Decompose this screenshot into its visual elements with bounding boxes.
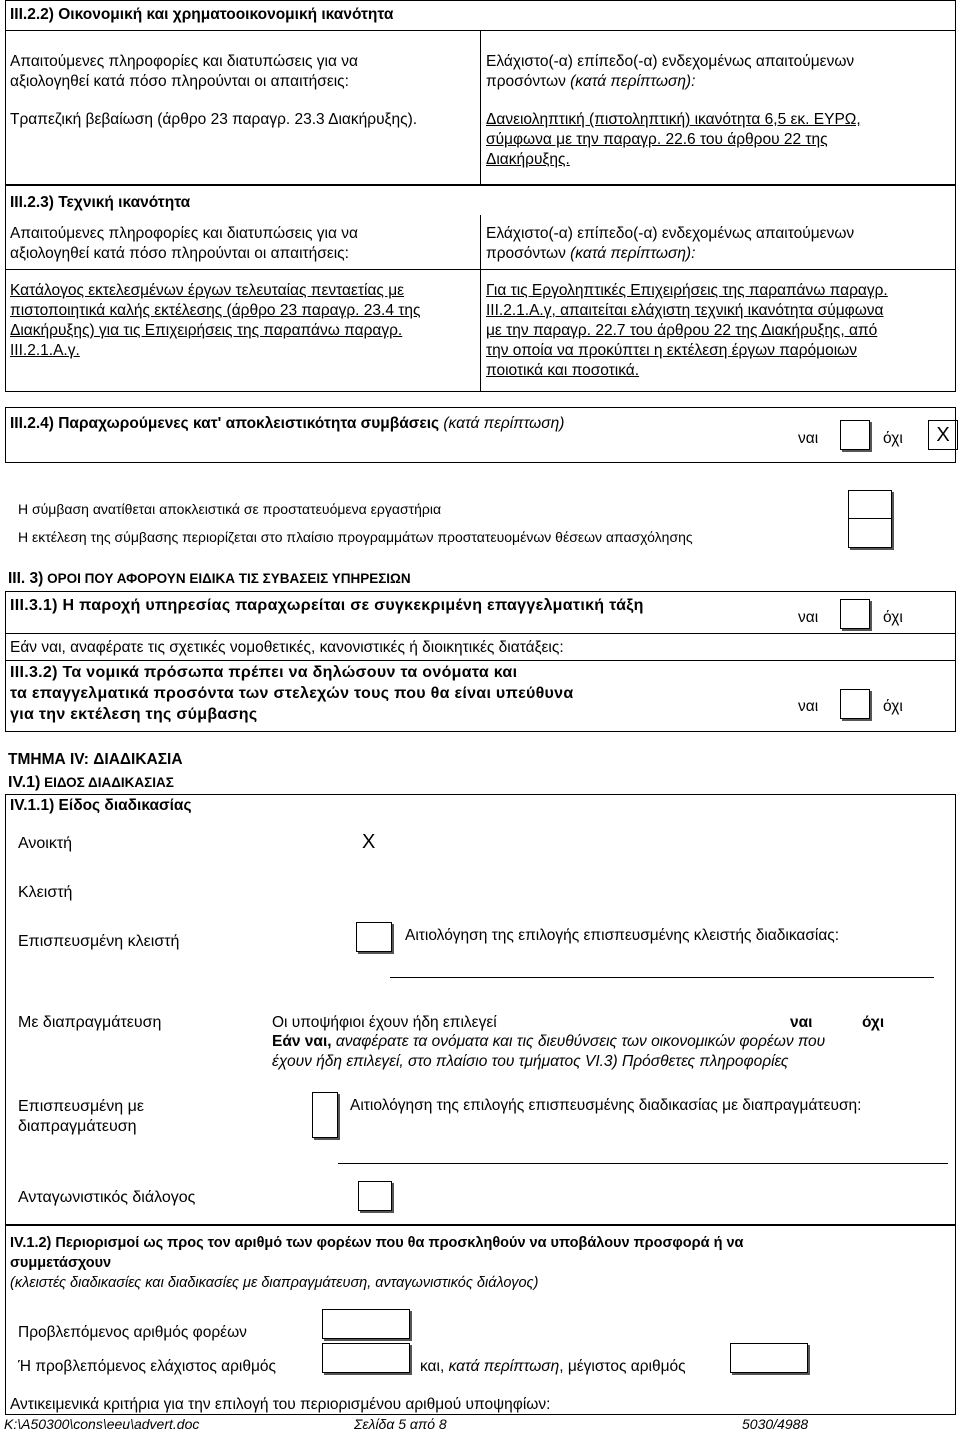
limits-subheading: (κλειστές διαδικασίες και διαδικασίες με διαπραγμάτευση, ανταγωνιστικός διάλογος) [10, 1275, 539, 1291]
s323-minimum-label-2: προσόντων (κατά περίπτωση): [486, 245, 696, 262]
s324-no-label: όχι [883, 430, 903, 447]
section-323-column-divider [480, 215, 481, 392]
competitive-dialogue-checkbox[interactable] [358, 1181, 392, 1211]
s332-yes-label: ναι [798, 698, 819, 715]
accelerated-negotiated-reason-line[interactable] [338, 1163, 948, 1164]
limits-heading-2: συμμετάσχουν [10, 1255, 112, 1271]
candidates-selected-label: Οι υποψήφιοι έχουν ήδη επιλεγεί [272, 1014, 497, 1031]
accelerated-restricted-checkbox[interactable] [356, 922, 392, 952]
minimum-number-label: Ή προβλεπόμενος ελάχιστος αριθμός [18, 1358, 276, 1375]
section-33-heading: III. 3) ΟΡΟΙ ΠΟΥ ΑΦΟΡΟΥΝ ΕΙΔΙΚΑ ΤΙΣ ΣΥΒΑΣΕΙΣ ΥΠΗΡΕΣΙΩΝ [8, 570, 411, 587]
s331-question: III.3.1) Η παροχή υπηρεσίας παραχωρείται σε συγκεκριμένη επαγγελματική τάξη [10, 597, 644, 614]
s324-protected-employment-checkbox[interactable] [848, 518, 892, 548]
s323-works-list-3: Διακήρυξης) για τις Επιχειρήσεις της παραπάνω παραγρ. [10, 322, 403, 339]
objective-criteria-label: Αντικειμενικά κριτήρια για την επιλογή του περιορισμένου αριθμού υποψηφίων: [10, 1396, 551, 1413]
s323-technical-capacity-1: Για τις Εργοληπτικές Επιχειρήσεις της παραπάνω παραγρ. [486, 282, 888, 299]
accelerated-negotiated-checkbox[interactable] [312, 1092, 338, 1138]
s324-yes-label: ναι [798, 430, 819, 447]
planned-number-label: Προβλεπόμενος αριθμός φορέων [18, 1324, 247, 1341]
s323-works-list-1: Κατάλογος εκτελεσμένων έργων τελευταίας πενταετίας με [10, 282, 405, 299]
procedure-type-frame [5, 794, 956, 1225]
s322-requirements-label-1: Απαιτούμενες πληροφορίες και διατυπώσεις για να [10, 53, 358, 70]
s322-minimum-label-2: προσόντων (κατά περίπτωση): [486, 73, 696, 90]
negotiated-procedure-label: Με διαπραγμάτευση [18, 1014, 162, 1031]
accelerated-restricted-reason-line[interactable] [390, 977, 934, 978]
footer-file-path: K:\A50300\cons\eeu\advert.doc [4, 1416, 200, 1432]
s323-requirements-label-1: Απαιτούμενες πληροφορίες και διατυπώσεις για να [10, 225, 358, 242]
open-procedure-label: Ανοικτή [18, 835, 73, 852]
restricted-procedure-label: Κλειστή [18, 884, 73, 901]
footer-reference-code: 5030/4988 [742, 1416, 809, 1432]
s323-right-divider [480, 269, 956, 270]
s324-protected-workshops: Η σύμβαση ανατίθεται αποκλειστικά σε προστατευόμενα εργαστήρια [18, 501, 442, 517]
s323-works-list-2: πιστοποιητικά καλής εκτέλεσης (άρθρο 23 παραγρ. 23.4 της [10, 302, 421, 319]
footer-page-number: Σελίδα 5 από 8 [354, 1416, 447, 1432]
accelerated-restricted-reason-label: Αιτιολόγηση της επιλογής επισπευσμένης κλειστής διαδικασίας: [405, 927, 840, 944]
s322-bank-certificate: Τραπεζική βεβαίωση (άρθρο 23 παραγρ. 23.3 Διακήρυξης). [10, 111, 418, 128]
s331-no-label: όχι [883, 609, 903, 626]
candidates-selected-instruction-1: Εάν ναι, αναφέρατε τα ονόματα και τις διευθύνσεις των οικονομικών φορέων που [272, 1033, 826, 1050]
s323-minimum-label-1: Ελάχιστο(-α) επίπεδο(-α) ενδεχομένως απαιτούμενων [486, 225, 855, 242]
procedure-type-heading: IV.1.1) Είδος διαδικασίας [10, 797, 192, 814]
candidates-selected-instruction-2: έχουν ήδη επιλεγεί, στο πλαίσιο του τμήματος VI.3) Πρόσθετες πληροφορίες [272, 1053, 789, 1070]
s331-followup: Εάν ναι, αναφέρατε τις σχετικές νομοθετικές, κανονιστικές ή διοικητικές διατάξεις: [10, 639, 564, 656]
section-324-heading: III.2.4) Παραχωρούμενες κατ' αποκλειστικότητα συμβάσεις (κατά περίπτωση) [10, 415, 565, 432]
limits-heading-1: IV.1.2) Περιορισμοί ως προς τον αριθμό των φορέων που θα προσκληθούν να υποβάλουν προσφορά ή να [10, 1235, 744, 1251]
minimum-number-field[interactable] [322, 1343, 410, 1373]
s331-divider [5, 633, 956, 634]
candidates-selected-yes[interactable]: ναι [790, 1014, 813, 1031]
accelerated-negotiated-label-2: διαπραγμάτευση [18, 1118, 137, 1135]
s323-technical-capacity-4: την οποία να προκύπτει η εκτέλεση έργων παρόμοιων [486, 342, 857, 359]
s322-credit-capacity-1: Δανειοληπτική (πιστοληπτική) ικανότητα 6,5 εκ. ΕΥΡΩ, [486, 111, 861, 128]
s332-question-3: για την εκτέλεση της σύμβασης [10, 706, 258, 723]
section-323-heading: III.2.3) Τεχνική ικανότητα [10, 194, 191, 211]
s332-divider [5, 660, 956, 661]
s332-yes-checkbox[interactable] [840, 689, 870, 719]
accelerated-negotiated-label-1: Επισπευσμένη με [18, 1098, 144, 1115]
s324-protected-employment: Η εκτέλεση της σύμβασης περιορίζεται στο πλαίσιο προγραμμάτων προστατευομένων θέσεων απασχόλησης [18, 529, 693, 545]
s322-credit-capacity-3: Διακήρυξης. [486, 151, 570, 168]
s324-yes-checkbox[interactable] [840, 420, 870, 450]
s323-requirements-label-2: αξιολογηθεί κατά πόσο πληρούνται οι απαιτήσεις: [10, 245, 349, 262]
competitive-dialogue-label: Ανταγωνιστικός διάλογος [18, 1189, 196, 1206]
s323-left-divider [5, 269, 480, 270]
s323-technical-capacity-5: ποιοτικά και ποσοτικά. [486, 362, 640, 379]
planned-number-field[interactable] [322, 1309, 410, 1339]
section-iv1-heading: IV.1) ΕΙΔΟΣ ΔΙΑΔΙΚΑΣΙΑΣ [8, 774, 174, 791]
s332-no-label: όχι [883, 698, 903, 715]
maximum-number-field[interactable] [730, 1343, 808, 1373]
s323-works-list-4: III.2.1.Α.γ. [10, 342, 80, 359]
s322-credit-capacity-2: σύμφωνα με την παραγρ. 22.6 του άρθρου 22 της [486, 131, 828, 148]
s332-question-1: III.3.2) Τα νομικά πρόσωπα πρέπει να δηλώσουν τα ονόματα και [10, 664, 518, 681]
section-322-heading: III.2.2) Οικονομική και χρηματοοικονομική ικανότητα [10, 6, 394, 23]
open-procedure-checkbox[interactable]: X [362, 831, 376, 853]
s331-yes-checkbox[interactable] [840, 599, 870, 629]
candidates-selected-no[interactable]: όχι [862, 1014, 885, 1031]
s322-requirements-label-2: αξιολογηθεί κατά πόσο πληρούνται οι απαιτήσεις: [10, 73, 349, 90]
section-iv-title: ΤΜΗΜΑ IV: ΔΙΑΔΙΚΑΣΙΑ [8, 751, 183, 768]
accelerated-restricted-label: Επισπευσμένη κλειστή [18, 933, 180, 950]
s324-protected-workshops-checkbox[interactable] [848, 490, 892, 520]
limits-frame [5, 1225, 956, 1415]
s322-minimum-label-1: Ελάχιστο(-α) επίπεδο(-α) ενδεχομένως απαιτούμενων [486, 53, 855, 70]
s331-yes-label: ναι [798, 609, 819, 626]
s323-technical-capacity-2: III.2.1.Α.γ, απαιτείται ελάχιστη τεχνική ικανότητα σύμφωνα [486, 302, 884, 319]
section-322-column-divider [480, 30, 481, 185]
s332-question-2: τα επαγγελματικά προσόντα των στελεχών τους που θα είναι υπεύθυνα [10, 685, 574, 702]
accelerated-negotiated-reason-label: Αιτιολόγηση της επιλογής επισπευσμένης διαδικασίας με διαπραγμάτευση: [350, 1097, 862, 1114]
s324-no-checkbox[interactable]: X [928, 420, 958, 450]
s323-technical-capacity-3: με την παραγρ. 22.7 του άρθρου 22 της Διακήρυξης, από [486, 322, 878, 339]
maximum-number-label: και, κατά περίπτωση, μέγιστος αριθμός [420, 1358, 686, 1375]
